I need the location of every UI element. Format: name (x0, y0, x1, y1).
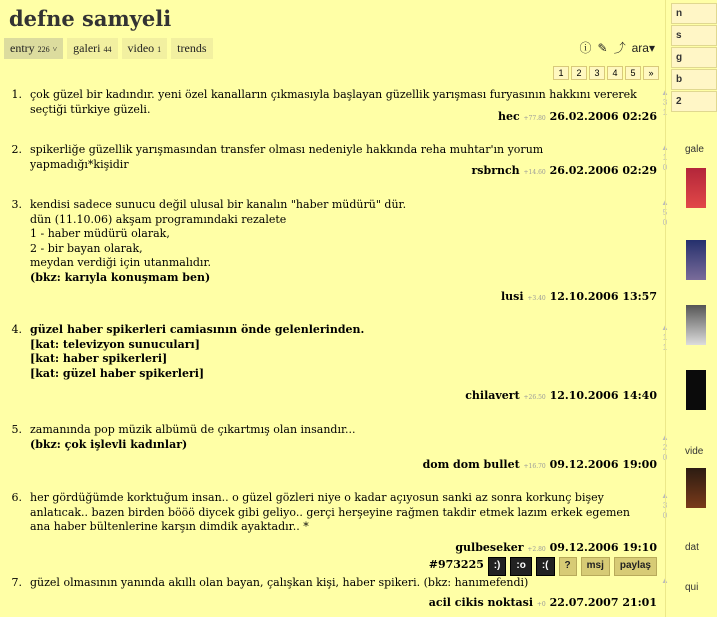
page-link[interactable]: 1 (553, 66, 569, 80)
vote-count: 0 (662, 218, 668, 227)
surprise-button[interactable]: :o (510, 557, 531, 576)
entry-meta (423, 458, 657, 475)
entry-meta (429, 596, 657, 613)
entry-number: 4. (11, 323, 22, 336)
vote-count: 0 (662, 163, 668, 172)
upvote-icon: ▲ (661, 491, 669, 500)
category-link[interactable]: [kat: haber spikerleri] (30, 352, 168, 365)
entry-line: güzel olmasının yanında akıllı olan bayan, çalışkan kişi, haber spikeri. (bkz: hanımefendi) (30, 576, 529, 589)
tab-trends-label: trends (177, 41, 207, 55)
page-title: defne samyeli (9, 6, 172, 31)
vote-count: 0 (662, 453, 668, 462)
vote-count: 2 (662, 443, 668, 452)
entry-line: her gördüğümde korktuğum insan.. o güzel gözleri niye o kadar açıyosun sanki az sonra korkunç bişey anlatıcak.. bazen birden bööö diycek gibi geliyo.. gerçi herşeyine rağmen takdir etmek lazım erkek egemen ana haber bültenlerine karşın dimdik ayaktadır.. * (30, 491, 631, 533)
entry-text (30, 423, 640, 452)
tag-icon[interactable]: ✎ (597, 40, 608, 55)
entry-date[interactable]: 22.07.2007 21:01 (549, 596, 657, 609)
video-thumbnail[interactable] (686, 468, 706, 508)
pagination (553, 66, 659, 80)
tab-trends[interactable] (171, 38, 212, 59)
entry-text (30, 576, 640, 591)
sidebar-label-dat[interactable]: dat (685, 542, 699, 553)
tab-galeri-label: galeri (73, 41, 101, 55)
page-link[interactable]: 2 (571, 66, 587, 80)
vote-score: +2.80 (527, 546, 546, 553)
tab-galeri[interactable] (67, 38, 117, 59)
page-link[interactable]: 5 (625, 66, 641, 80)
author-link[interactable]: chilavert (465, 389, 520, 402)
vote-score: +77.80 (523, 115, 546, 122)
upvote-icon: ▲ (661, 323, 669, 332)
entry-line: meydan verdiği için utanmalıdır. (30, 256, 211, 269)
author-link[interactable]: lusi (500, 290, 524, 303)
gallery-thumbnail[interactable] (686, 305, 706, 345)
vote-count: 5 (662, 208, 668, 217)
vote-count: 3 (662, 501, 668, 510)
entry-date[interactable]: 12.10.2006 13:57 (549, 290, 657, 303)
tab-entry-count: 226 (37, 44, 50, 54)
upvote-icon: ▲ (661, 433, 669, 442)
category-link[interactable]: [kat: televizyon sunucuları] (30, 337, 200, 351)
entry-number: 3. (11, 198, 22, 211)
bkz-link[interactable]: (bkz: karıyla konuşmam ben) (30, 270, 211, 284)
question-button[interactable]: ? (559, 557, 577, 576)
upvote-icon: ▲ (661, 576, 669, 585)
entry-line: zamanında pop müzik albümü de çıkartmış olan insandır... (30, 423, 356, 436)
message-button[interactable]: msj (581, 557, 610, 576)
entry-text (30, 491, 630, 535)
entry-actions (429, 557, 657, 576)
entry-text (30, 323, 640, 381)
sidebar-box[interactable]: s (671, 25, 717, 46)
upvote-icon: ▲ (661, 88, 669, 97)
sidebar-label-video[interactable]: vide (685, 446, 704, 457)
entry-line: çok güzel bir kadındır. yeni özel kanalların çıkmasıyla başlayan güzellik yarışması furyasının hakkını vererek seçtiği türkiye güzeli. (30, 88, 637, 116)
author-link[interactable]: rsbrnch (471, 164, 520, 177)
entry-number: 6. (11, 491, 22, 504)
gallery-thumbnail[interactable] (686, 370, 706, 410)
vote-count: 1 (662, 333, 668, 342)
vote-score: +16.70 (523, 463, 546, 470)
author-link[interactable]: dom dom bullet (422, 458, 520, 471)
vote-score: +14.60 (523, 169, 546, 176)
entry-date[interactable]: 09.12.2006 19:00 (549, 458, 657, 471)
page-link[interactable]: 3 (589, 66, 605, 80)
entry-number: 1. (11, 88, 22, 101)
entry-line[interactable]: güzel haber spikerleri camiasının önde gelenlerinden. (30, 323, 365, 336)
vote-score: +3.40 (527, 295, 546, 302)
sidebar-label-galeri[interactable]: gale (685, 144, 704, 155)
sidebar-box[interactable]: g (671, 47, 717, 68)
tab-galeri-count: 44 (103, 44, 112, 54)
gallery-thumbnail[interactable] (686, 240, 706, 280)
tab-entry[interactable] (4, 38, 63, 59)
bkz-link[interactable]: (bkz: çok işlevli kadınlar) (30, 437, 188, 451)
sidebar (665, 0, 704, 617)
smile-button[interactable]: :) (488, 557, 507, 576)
author-link[interactable]: acil cikis noktasi (428, 596, 534, 609)
entry-number: 7. (11, 576, 22, 589)
sad-button[interactable]: :( (536, 557, 555, 576)
sidebar-box[interactable]: n (671, 3, 717, 24)
entry-line: 1 - haber müdürü olarak, (30, 227, 170, 240)
author-link[interactable]: hec (497, 110, 520, 123)
entry-meta (455, 541, 657, 558)
entry-id[interactable]: #973225 (428, 558, 484, 571)
author-link[interactable]: gulbeseker (455, 541, 524, 554)
vote-score: +0 (536, 601, 546, 608)
entry-number: 5. (11, 423, 22, 436)
info-icon[interactable]: ⓘ (579, 41, 592, 55)
entry-meta (498, 110, 657, 127)
gallery-thumbnail[interactable] (686, 168, 706, 208)
upvote-icon: ▲ (661, 143, 669, 152)
page-link[interactable]: 4 (607, 66, 623, 80)
entry-meta (465, 389, 657, 406)
sidebar-label-qui[interactable]: qui (685, 582, 699, 593)
entry-date[interactable]: 26.02.2006 02:26 (549, 110, 657, 123)
search-menu[interactable]: ara▾ (631, 40, 655, 55)
sidebar-box[interactable]: 2 (671, 91, 717, 112)
share-icon[interactable]: ⤴ (613, 41, 626, 55)
entry-meta (501, 290, 657, 307)
entry-line: dün (11.10.06) akşam programındaki rezalete (30, 212, 287, 226)
tab-entry-label: entry (10, 41, 35, 55)
tab-video-label: video (127, 41, 155, 55)
entry-date[interactable]: 12.10.2006 14:40 (549, 389, 657, 402)
chevron-down-icon: ˅ (52, 44, 58, 54)
entry-line: 2 - bir bayan olarak, (30, 241, 143, 255)
entry-meta (472, 164, 657, 181)
upvote-icon: ▲ (661, 198, 669, 207)
vote-count: 1 (662, 108, 668, 117)
category-link[interactable]: [kat: güzel haber spikerleri] (30, 366, 205, 380)
entry-date[interactable]: 09.12.2006 19:10 (549, 541, 657, 554)
vote-count: 1 (662, 343, 668, 352)
vote-count: 0 (662, 511, 668, 520)
vote-score: +26.50 (523, 394, 546, 401)
entry-date[interactable]: 26.02.2006 02:29 (549, 164, 657, 177)
next-page-button[interactable]: » (643, 66, 659, 80)
entry-line: spikerliğe güzellik yarışmasından transfer olması nedeniyle hakkında reha muhtar'ın yorum yapmadığı*kişidir (30, 143, 544, 171)
entry-line: kendisi sadece sunucu değil ulusal bir kanalın "haber müdürü" dür. (30, 198, 407, 211)
entry-text (30, 198, 640, 285)
tab-bar (4, 38, 213, 59)
vote-count: 1 (662, 153, 668, 162)
top-toolbar (580, 39, 655, 56)
sidebar-box[interactable]: b (671, 69, 717, 90)
tab-video[interactable] (122, 38, 168, 59)
share-button[interactable]: paylaş (614, 557, 657, 576)
tab-video-count: 1 (157, 44, 162, 54)
entry-number: 2. (11, 143, 22, 156)
vote-count: 3 (662, 98, 668, 107)
